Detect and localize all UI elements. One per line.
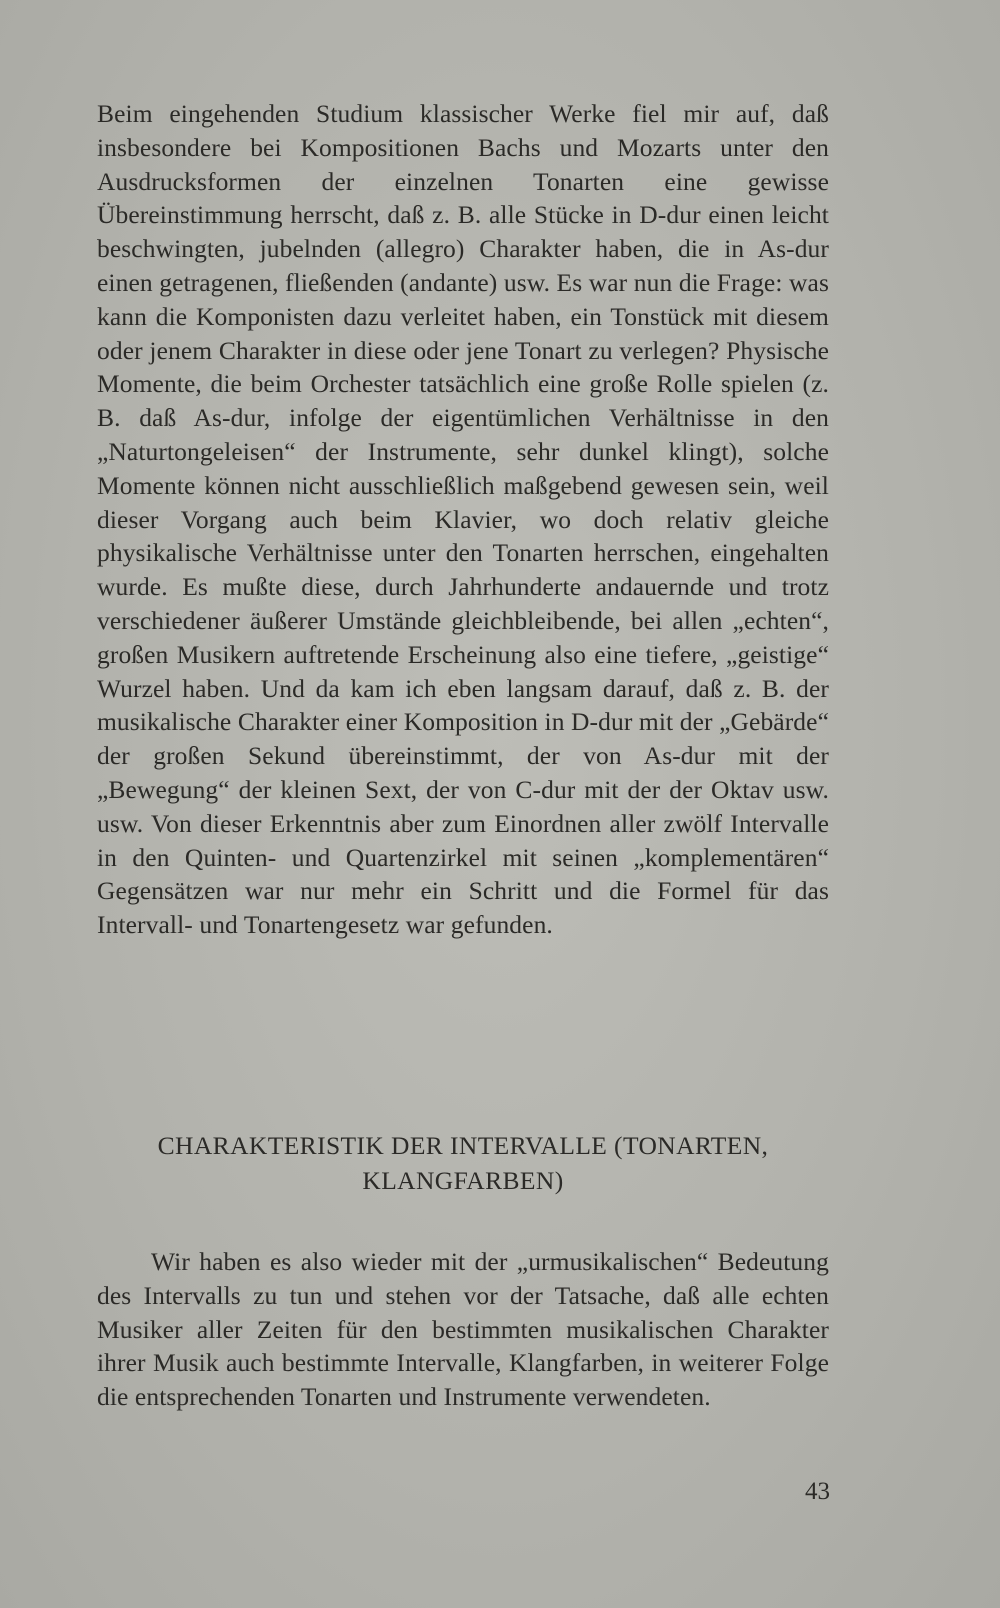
page-number: 43 — [805, 1478, 830, 1505]
section-heading-line-1: CHARAKTERISTIK DER INTERVALLE (TONARTEN, — [157, 1131, 769, 1160]
body-text-block-2 — [97, 1245, 829, 1414]
section-heading-line-2: KLANGFARBEN) — [362, 1166, 564, 1195]
paragraph-1: Beim eingehenden Studium klassischer Werke fiel mir auf, daß insbesondere bei Kompositionen Bachs und Mozarts unter den Ausdrucksformen der einzelnen Tonarten eine gewisse Übereinstimmung herrscht, daß z. B. alle Stücke in D-dur einen leicht beschwingten, jubelnden (allegro) Charakter haben, die in As-dur einen getragenen, fließenden (andante) usw. Es war nun die Frage: was kann die Komponisten dazu verleitet haben, ein Tonstück mit diesem oder jenem Charakter in diese oder jene Tonart zu verlegen? Physische Momente, die beim Orchester tatsächlich eine große Rolle spielen (z. B. daß As-dur, infolge der eigentümlichen Verhältnisse in den „Naturtongeleisen“ der Instrumente, sehr dunkel klingt), solche Momente können nicht ausschließlich maßgebend gewesen sein, weil dieser Vorgang auch beim Klavier, wo doch relativ gleiche physikalische Verhältnisse unter den Tonarten herrschen, eingehalten wurde. Es mußte diese, durch Jahrhunderte andauernde und trotz verschiedener äußerer Umstände gleichbleibende, bei allen „echten“, großen Musikern auftretende Erscheinung also eine tiefere, „geistige“ Wurzel haben. Und da kam ich eben langsam darauf, daß z. B. der musikalische Charakter einer Komposition in D-dur mit der „Gebärde“ der großen Sekund übereinstimmt, der von As-dur mit der „Bewegung“ der kleinen Sext, der von C-dur mit der der Oktav usw. usw. Von dieser Erkenntnis aber zum Einordnen aller zwölf Intervalle in den Quinten- und Quartenzirkel mit seinen „komplementären“ Gegensätzen war nur mehr ein Schritt und die Formel für das Intervall- und Tonartengesetz war gefunden. — [97, 99, 829, 940]
paragraph-2: Wir haben es also wieder mit der „urmusikalischen“ Bedeutung des Intervalls zu tun und stehen vor der Tatsache, daß alle echten Musiker aller Zeiten für den bestimmten musikalischen Charakter ihrer Musik auch bestimmte Intervalle, Klangfarben, in weiterer Folge die entsprechenden Tonarten und Instrumente verwendeten. — [97, 1247, 829, 1412]
section-heading — [97, 1128, 829, 1198]
body-text-block-1 — [97, 97, 829, 942]
